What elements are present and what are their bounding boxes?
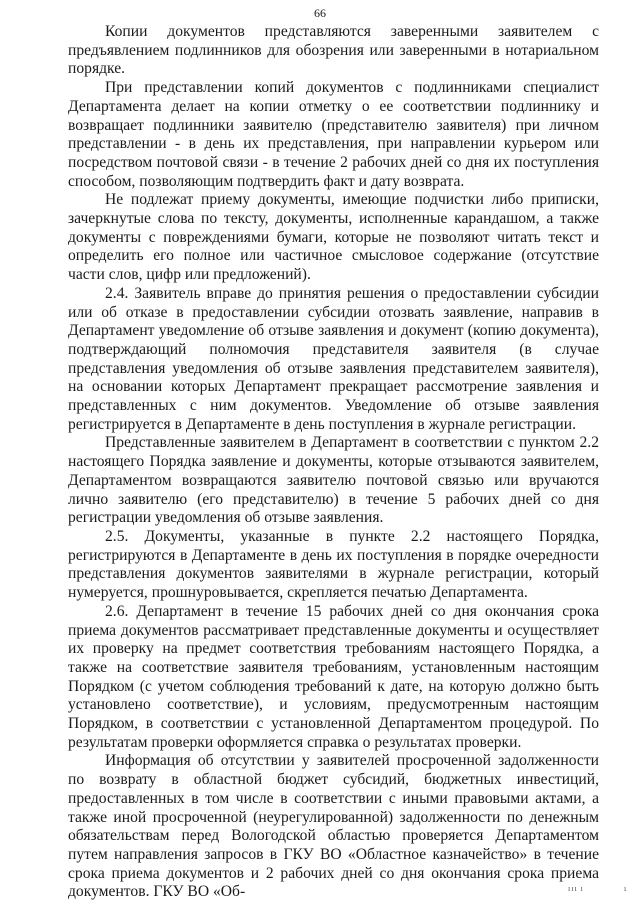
paragraph-section-2-6: 2.6. Департамент в течение 15 рабочих дней со дня окончания срока приема документов рассматривает представленные документы и осуществляет их проверку на предмет соответствия требованиям настоящего Порядка, а также на соответствие заявителя требованиям, установленным настоящим Порядком (с учетом соблюдения требований к дате, на которую должно быть установлено соответствие), и условиям, предусмотренным настоящим Порядком, в соответствии с установленной Департаментом процедурой. По результатам проверки оформляется справка о результатах проверки.	[68, 602, 599, 751]
footer-scan-mark-left: ııı ı	[568, 884, 584, 893]
footer-scan-mark-right: ı	[624, 884, 628, 893]
paragraph-debt-information: Информация об отсутствии у заявителей просроченной задолженности по возврату в областной бюджет субсидий, бюджетных инвестиций, предоставленных в том числе в соответствии с иными правовыми актами, а также иной просроченной (неурегулированной) задолженности по денежным обязательствам перед Вологодской областью проверяется Департаментом путем направления запросов в ГКУ ВО «Областное казначейство» в течение срока приема документов и 2 рабочих дней со дня окончания срока приема документов. ГКУ ВО «Об-	[68, 752, 599, 901]
paragraph-copies-return: При представлении копий документов с подлинниками специалист Департамента делает на копии отметку о ее соответствии подлиннику и возвращает подлинники заявителю (представителю заявителя) при личном представлении - в день их представления, при направлении курьером или посредством почтовой связи - в течение 2 рабочих дней со дня их поступления способом, позволяющим подтвердить факт и дату возврата.	[68, 79, 599, 190]
paragraph-copies-certified: Копии документов представляются заверенными заявителем с предъявлением подлинников для обозрения или заверенными в нотариальном порядке.	[68, 23, 599, 78]
paragraph-withdrawn-documents: Представленные заявителем в Департамент в соответствии с пунктом 2.2 настоящего Порядка заявление и документы, которые отзываются заявителем, Департаментом возвращаются заявителю почтовой связью или вручаются лично заявителю (его представителю) в течение 5 рабочих дней со дня регистрации уведомления об отзыве заявления.	[68, 434, 599, 527]
paragraph-section-2-5: 2.5. Документы, указанные в пункте 2.2 настоящего Порядка, регистрируются в Департаменте в день их поступления в порядке очередности представления документов заявителями в журнале регистрации, который нумеруется, прошнуровывается, скрепляется печатью Департамента.	[68, 527, 599, 602]
document-body	[68, 23, 599, 902]
paragraph-rejected-documents: Не подлежат приему документы, имеющие подчистки либо приписки, зачеркнутые слова по тексту, документы, исполненные карандашом, а также документы с повреждениями бумаги, которые не позволяют читать текст и определить его полное или частичное смысловое содержание (отсутствие части слов, цифр или предложений).	[68, 191, 599, 284]
page-number: 66	[314, 6, 326, 20]
paragraph-section-2-4: 2.4. Заявитель вправе до принятия решения о предоставлении субсидии или об отказе в предоставлении субсидии отозвать заявление, направив в Департамент уведомление об отзыве заявления и документ (копию документа), подтверждающий полномочия представителя заявителя (в случае представления уведомления об отзыве заявления представителем заявителя), на основании которых Департамент прекращает рассмотрение заявления и представленных с ним документов. Уведомление об отзыве заявления регистрируется в Департаменте в день поступления в журнале регистрации.	[68, 284, 599, 433]
